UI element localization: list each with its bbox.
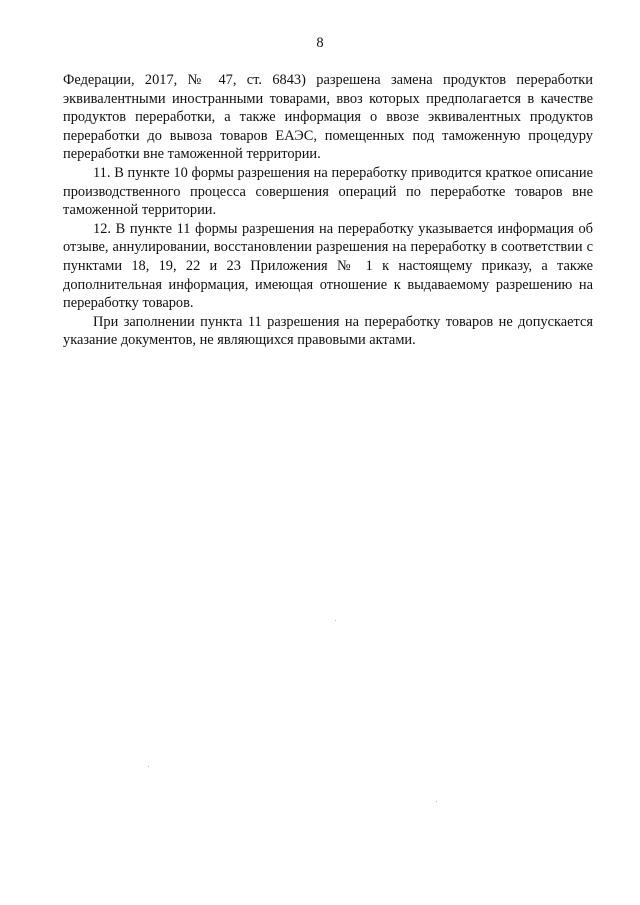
document-body: [63, 71, 593, 350]
paragraph-item-12: 12. В пункте 11 формы разрешения на переработку указывается информация об отзыве, аннулировании, восстановлении разрешения на переработку в соответствии с пунктами 18, 19, 22 и 23 Приложения № 1 к настоящему приказу, а также дополнительная информация, имеющая отношение к выдаваемому разрешению на переработку товаров.: [63, 220, 593, 312]
scan-speck: [436, 801, 437, 802]
scan-speck: [335, 620, 336, 621]
paragraph-continuation: Федерации, 2017, № 47, ст. 6843) разрешена замена продуктов переработки эквивалентными иностранными товарами, ввоз которых предполагается в качестве продуктов переработки, а также информация о ввозе эквивалентных продуктов переработки до вывоза товаров ЕАЭС, помещенных под таможенную процедуру переработки вне таможенной территории.: [63, 72, 593, 163]
page-number: 8: [316, 35, 324, 51]
paragraph-item-11: 11. В пункте 10 формы разрешения на переработку приводится краткое описание производственного процесса совершения операций по переработке товаров вне таможенной территории.: [63, 164, 593, 219]
paragraph-note: При заполнении пункта 11 разрешения на переработку товаров не допускается указание документов, не являющихся правовыми актами.: [63, 313, 593, 349]
scan-speck: [148, 766, 149, 767]
